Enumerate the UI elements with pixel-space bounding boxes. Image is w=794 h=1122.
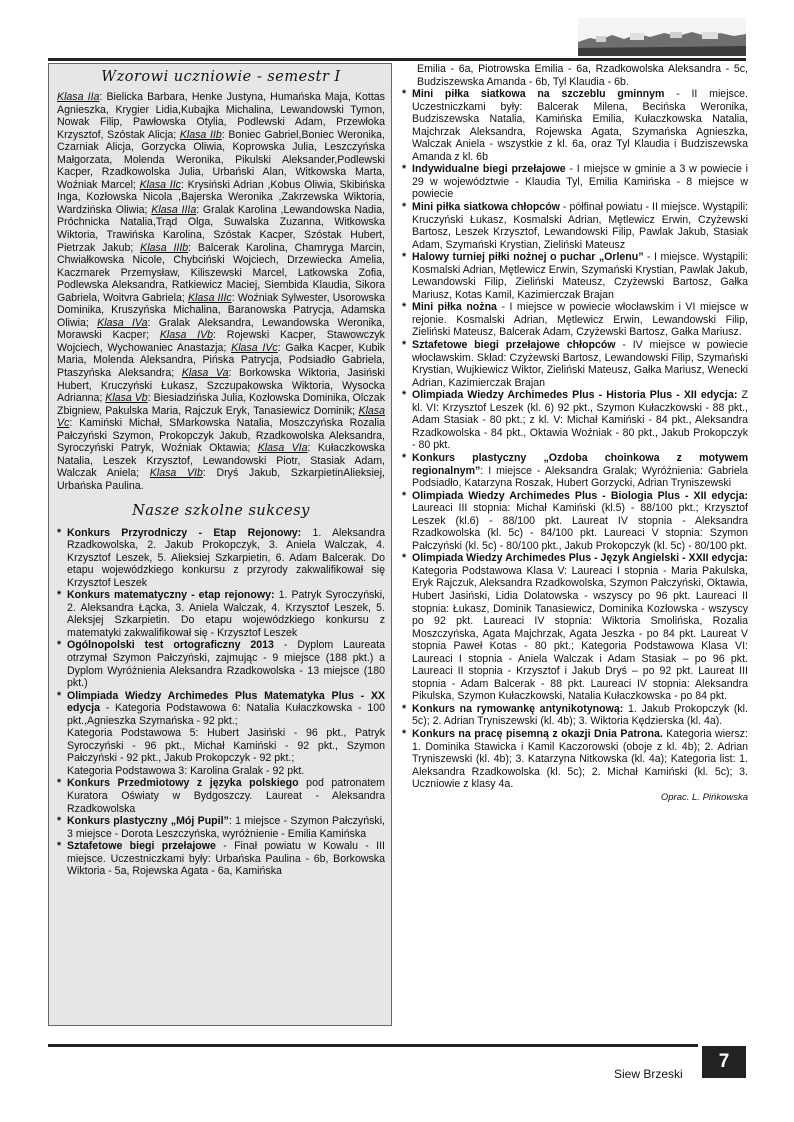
class-label: Klasa IVb <box>159 329 214 342</box>
item-text: - II miejsce. Uczestniczkami były: Balcerak Milena, Becińska Weronika, Budziszewska Natalia, Kamińska Emilia, Kułaczkowska Natalia, Majchrzak Aleksandra, Rojewska Agata, Szymańska Agnieszka, Walczak Aniela - wszystkie z kl. 6a, oraz Tyl Klaudia i Budziszewska Amanda z kl. 6b <box>412 88 748 163</box>
class-students: : Gałka Kacper, Kubik Maria, Molenda Aleksandra, Pińska Patrycja, Podsiadło Gabriela, Ptaszyńska Aleksandra; <box>57 341 386 380</box>
list-item <box>402 490 748 553</box>
list-item <box>57 589 385 639</box>
item-title: Konkurs Przyrodniczy - Etap Rejonowy: <box>67 526 302 539</box>
class-label: Klasa IVa <box>97 316 148 329</box>
item-text: : 1 miejsce - Szymon Pałczyński, 3 miejsce - Dorota Leszczyńska, wyróżnienie - Emilia Kamińska <box>67 815 385 840</box>
item-title: Konkurs na pracę pisemną z okazji Dnia Patrona. <box>412 727 663 740</box>
class-students: : Gralak Aleksandra, Lewandowska Weronika, Morawski Kacper; <box>57 316 386 342</box>
class-label: Klasa Va <box>181 367 229 380</box>
list-item <box>402 552 748 703</box>
class-label: Klasa IIIc <box>187 291 232 304</box>
item-title: Konkurs matematyczny - etap rejonowy: <box>67 589 275 602</box>
item-title: Indywidualne biegi przełajowe <box>412 163 566 176</box>
item-extra-line: Kategoria Podstawowa 5: Hubert Jasiński - 96 pkt., Patryk Syroczyński - 96 pkt., Michał Kamiński - 92 pkt., Szymon Pałczyński - 92 pkt., Jakub Prokopczyk - 92 pkt.; <box>67 727 385 765</box>
item-text: Kategoria Podstawowa Klasa V: Laureaci I stopnia - Maria Pakulska, Eryk Rajczuk, Aleksandra Rzadkowolska, Szymon Pałczyński, Oktawia, Hubert Jasiński, Lidia Dolatowska - wszyscy po 96 pkt. Laureaci II stopnia: Łukasz, Dominik Tanasiewicz, Dominika Kozłowska - wszyscy po 92 pkt. Laureaci IV stopnia: Wiktoria Smolińska, Rozalia Moszczyńska, Agata Majchrzak, Agata Jeszka - po 84 pkt. Laureat V stopnia Paweł Kotas - 80 pkt.; Kategoria Podstawowa Klasa VI: Laureaci I stopnia - Aniela Walczak i Adam Stasiak – po 96 pkt. Laureaci II stopnia - Krzysztof i Jakub Dryś – po 92 pkt. Laureat III stopnia - Adam Balcerak - 88 pkt. Laureaci IV stopnia: Aleksandra Pikulska, Szymon Kułaczkowski, Natalia Kułaczkowska - po 84 pkt. <box>412 564 748 703</box>
item-title: Sztafetowe biegi przełajowe chłopców <box>412 339 616 352</box>
class-label: Klasa IIIa <box>151 203 197 216</box>
class-students: : Borkowska Wiktoria, Jasiński Hubert, Kruczyński Łukasz, Szczupakowska Wiktoria, Wysocka Adrianna; <box>57 367 385 405</box>
class-label: Klasa IIb <box>179 128 222 141</box>
item-title: Konkurs plastyczny „Mój Pupil” <box>67 815 229 828</box>
item-text: : I miejsce - Aleksandra Gralak; Wyróżnienia: Gabriela Podsiadło, Katarzyna Roszak, Hubert Gorzycki, Adrian Tryniszewski <box>412 464 748 490</box>
list-item <box>57 777 385 815</box>
class-label: Klasa VIa <box>257 442 308 455</box>
class-students: : Rojewski Kacper, Stawowczyk Wojciech, Wychowaniec Anastazja; <box>57 329 385 354</box>
class-students: : Dryś Jakub, SzkarpietinAlieksiej, Urbańska Paulina. <box>57 467 385 492</box>
item-text: - I miejsce. Wystąpili: Kosmalski Adrian, Mętlewicz Erwin, Szymański Krystian, Pawlak Jakub, Lewandowski Filip, Zieliński Mateusz, Czyżewski Bartosz, Gałka Mariusz, Kotas Kamil, Kazimierczak Brajan <box>412 251 748 301</box>
item-title: Olimpiada Wiedzy Archimedes Plus - Historia Plus - XII edycja: <box>412 389 738 402</box>
list-item <box>57 690 385 778</box>
list-item <box>57 527 385 590</box>
list-item <box>402 339 748 389</box>
item-title: Ogólnopolski test ortograficzny 2013 <box>67 639 274 652</box>
class-students: : Kamiński Michał, SMarkowska Natalia, Moszczyńska Rozalia Pałczyński Szymon, Prokopczyk Jakub, Rzadkowolska Aleksandra, Syroczyński Patryk, Woźniak Oktawia; <box>57 417 385 455</box>
continuation-text: Emilia - 6a, Piotrowska Emilia - 6a, Rzadkowolska Aleksandra - 5c, Budziszewska Amanda - 6b, Tyl Klaudia - 6b. <box>417 63 748 88</box>
publication-name: Siew Brzeski <box>614 1067 683 1081</box>
class-label: Klasa IIa <box>57 91 100 103</box>
honor-roll-heading: Wzorowi uczniowie - semestr I <box>101 69 341 85</box>
list-item <box>402 88 748 163</box>
list-item <box>57 840 385 878</box>
page-number: 7 <box>702 1046 746 1078</box>
class-label: Klasa Vb <box>105 392 148 405</box>
class-students: : Woźniak Sylwester, Usorowska Dominika, Kruszyńska Michalina, Baranowska Patrycja, Adamska Oliwia; <box>57 291 386 329</box>
class-label: Klasa Vc <box>57 404 385 430</box>
item-text: - półfinał powiatu - II miejsce. Wystąpili: Kruczyński Łukasz, Kosmalski Adrian, Mętlewicz Erwin, Czyżewski Bartosz, Leszek Krzysztof, Lewandowski Filip, Pawlak Jakub, Stasiak Adam, Szymański Krystian, Zieliński Mateusz <box>412 201 748 251</box>
list-item <box>402 728 748 791</box>
item-title: Konkurs Przedmiotowy z języka polskiego <box>67 777 299 790</box>
signature: Oprac. L. Pińkowska <box>660 791 748 803</box>
item-title: Olimpiada Wiedzy Archimedes Plus Matematyka Plus - XX edycja <box>67 689 385 715</box>
left-column <box>48 63 392 1026</box>
item-title: Halowy turniej piłki nożnej o puchar „Orlenu” <box>412 251 644 264</box>
class-label: Klasa IIIb <box>140 241 189 254</box>
item-text: Kategoria wiersz: 1. Dominika Stawicka i Kamil Kaczorowski (oboje z kl. 4b); 2. Adrian Tryniszewski (kl. 4b); 3. Katarzyna Nitkowska (kl. 4a); Kategoria list: 1. Aleksandra Rzadkowolska (kl. 5c); 2. Michał Kamiński (kl. 5c); 3. Uczniowie z klasy 4a. <box>412 727 748 791</box>
list-item <box>402 201 748 251</box>
item-text: - I miejsce w powiecie włocławskim i VI miejsce w rejonie. Kosmalski Adrian, Mętlewicz Erwin, Lewandowski Filip, Zieliński Mateusz, Balcerak Adam, Czyżewski Bartosz, Gałka Mariusz. <box>412 301 748 339</box>
item-title: Mini piłka siatkowa chłopców <box>412 201 560 214</box>
list-item <box>57 639 385 689</box>
item-text: - IV miejsce w powiecie włocławskim. Skład: Czyżewski Bartosz, Lewandowski Filip, Szymański Krystian, Wujkiewicz Wiktor, Zieliński Mateusz, Gałka Mariusz, Wenecki Adrian, Kazimierczak Brajan <box>412 339 748 389</box>
item-title: Olimpiada Wiedzy Archimedes Plus - Język Angielski - XXII edycja: <box>412 552 748 565</box>
item-text: - I miejsce w gminie a 3 w powiecie i 29 w województwie - Klaudia Tyl, Emilia Kamińska - 8 miejsce w powiecie <box>412 163 748 201</box>
class-students: : Krysiński Adrian ,Kobus Oliwia, Skibińska Inga, Kozłowska Nicola ,Bajerska Weronika ,Zakrzewska Wiktoria, Wardzińska Oliwia; <box>57 178 385 216</box>
list-item <box>402 389 748 452</box>
item-text: Z kl. VI: Krzysztof Leszek (kl. 6) 92 pkt., Szymon Kułaczkowski - 88 pkt., Adam Stasiak - 80 pkt.; z kl. V: Michał Kamiński - 84 pkt., Aleksandra Rzadkowolska - 84 pkt., Oktawia Woźniak - 80 pkt., Jakub Prokopczyk - 80 pkt. <box>412 389 748 452</box>
top-rule <box>48 58 746 61</box>
header-photo <box>578 18 746 56</box>
list-item <box>402 163 748 201</box>
class-students: : Balcerak Karolina, Chamryga Marcin, Chwiałkowska Nicole, Chybciński Wojciech, Drzewiecka Amelia, Kaczmarek Przemysław, Kiliszewski Marcel, Latkowska Zofia, Podlewska Aleksandra, Ratkiewicz Maciej, Siembida Klaudia, Sikora Gabriela, Woitvra Gabriela; <box>57 241 386 304</box>
item-text: - Finał powiatu w Kowalu - III miejsce. Uczestniczkami były: Urbańska Paulina - 6b, Borkowska Wiktoria - 5a, Rojewska Agata - 6a, Kamińska <box>67 840 385 878</box>
item-text: Laureaci III stopnia: Michał Kamiński (kl.5) - 88/100 pkt.; Krzysztof Leszek (kl.6) - 88/100 pkt. Laureat IV stopnia - Aleksandra Rzadkowolska (kl. 5c) - 84/100 pkt. Laureaci V stopnia: Szymon Pałczyński (kl. 5c) - 80/100 pkt., Jakub Prokopczyk (kl. 5c) - 80/100 pkt. <box>412 502 748 552</box>
list-item <box>57 815 385 840</box>
right-items-list <box>402 88 748 791</box>
item-text: 1. Aleksandra Rzadkowolska, 2. Jakub Prokopczyk, 3. Aniela Walczak, 4. Krzysztof Leszek, 5. Alieksiej Szkarpietin, 6. Adam Balcerak. Do etapu wojewódzkiego konkursu z przyrody zakwalifikował się Krzysztof Leszek <box>67 526 385 589</box>
successes-heading: Nasze szkolne sukcesy <box>132 502 310 519</box>
right-column <box>398 63 748 1043</box>
class-label: Klasa IVc <box>231 341 278 354</box>
list-item <box>402 703 748 728</box>
class-students: : Kułaczkowska Natalia, Leszek Krzysztof, Lewandowski Piotr, Stasiak Adam, Walczak Aniela; <box>57 442 385 480</box>
class-label: Klasa IIc <box>139 178 181 191</box>
item-title: Konkurs plastyczny „Ozdoba choinkowa z motywem regionalnym” <box>412 451 748 477</box>
class-students: : Biesiadzińska Julia, Kozłowska Dominika, Olczak Zbigniew, Pakulska Maria, Rajczuk Eryk, Tanasiewicz Dominik; <box>57 392 385 417</box>
class-students: : Bielicka Barbara, Henke Justyna, Humańska Maja, Kottas Agnieszka, Krygier Lidia,Kubajka Michalina, Lewandowski Tymon, Nowak Filip, Pawłowska Otylia, Podlewski Adam, Przewłoka Krzysztof, Szóstak Alicja; <box>57 91 385 141</box>
successes-list <box>57 527 385 878</box>
item-text: 1. Jakub Prokopczyk (kl. 5c); 2. Adrian Tryniszewski (kl. 4b); 3. Wiktoria Kędzierska (kl. 4a). <box>412 702 748 728</box>
item-text: pod patronatem Kuratora Oświaty w Bydgoszczy. Laureat - Aleksandra Rzadkowolska <box>67 777 386 815</box>
item-title: Olimpiada Wiedzy Archimedes Plus - Biologia Plus - XII edycja: <box>412 489 748 502</box>
item-extra-line: Kategoria Podstawowa 3: Karolina Gralak - 92 pkt. <box>67 764 305 777</box>
bottom-rule <box>48 1044 698 1047</box>
item-text: - Dyplom Laureata otrzymał Szymon Pałczyński, zajmując - 9 miejsce (188 pkt.) a Dyplom Wyróżnienia Aleksandra Rzadkowolska - 13 miejsce (180 pkt.) <box>67 639 385 690</box>
item-title: Konkurs na rymowankę antynikotynową: <box>412 702 624 715</box>
item-text: 1. Patryk Syroczyński, 2. Aleksandra Łącka, 3. Aniela Walczak, 4. Krzysztof Leszek, 5. Aleksjej Szkarpietin. Do etapu wojewódzkiego konkursu z matematyki zakwalifikował się - Krzysztof Leszek <box>67 589 385 639</box>
honor-roll-text <box>57 91 385 493</box>
item-text: - Kategoria Podstawowa 6: Natalia Kułaczkowska - 100 pkt.,Agnieszka Szymańska - 92 pkt.; <box>67 702 385 727</box>
list-item <box>402 301 748 339</box>
class-students: : Boniec Gabriel,Boniec Weronika, Czarniak Alicja, Gorzycka Oliwia, Koprowska Julia, Leszczyńska Małgorzata, Molenda Weronika, Pikulski Aleksander,Podlewski Kacper, Rzadkowolska Julia, Urbański Alan, Witkowska Marta, Woźniak Marcel; <box>57 128 385 191</box>
list-item <box>402 251 748 301</box>
item-title: Sztafetowe biegi przełajowe <box>67 840 216 853</box>
list-item <box>402 452 748 490</box>
item-title: Mini piłka siatkowa na szczeblu gminnym <box>412 88 665 101</box>
class-students: : Gralak Karolina ,Lewandowska Nadia, Próchnicka Natalia,Trąd Olga, Suwalska Zuzanna, Witkowska Wiktoria, Trawińska Karolina, Szóstak Kacper, Szóstak Hubert, Pietrzak Jakub; <box>57 203 385 254</box>
class-label: Klasa VIb <box>149 467 203 480</box>
item-title: Mini piłka nożna <box>412 301 497 314</box>
